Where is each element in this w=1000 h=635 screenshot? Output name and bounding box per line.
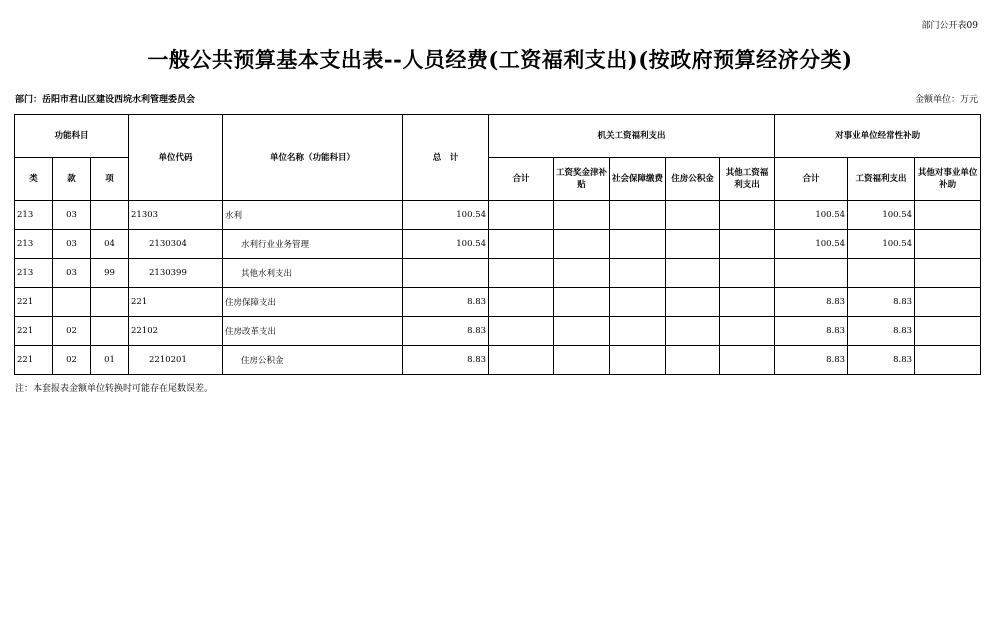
cell-kuan: 03 [53, 259, 91, 288]
cell-agency-social [610, 346, 666, 375]
cell-agency-bonus [554, 346, 610, 375]
cell-kuan [53, 288, 91, 317]
table-row [15, 201, 981, 230]
cell-agency-housing [666, 230, 720, 259]
cell-inst-other [915, 259, 981, 288]
cell-agency-social [610, 259, 666, 288]
cell-kuan: 03 [53, 230, 91, 259]
inst-wage-header: 工资福利支出 [848, 158, 915, 201]
cell-agency-housing [666, 317, 720, 346]
agency-group-header: 机关工资福利支出 [489, 115, 775, 158]
cell-agency-bonus [554, 230, 610, 259]
cell-agency-other [720, 201, 775, 230]
agency-bonus-header: 工资奖金津补贴 [554, 158, 610, 201]
cell-agency-other [720, 230, 775, 259]
cell-name: 住房保障支出 [223, 288, 403, 317]
table-row [15, 346, 981, 375]
kuan-header: 款 [53, 158, 91, 201]
page-title: 一般公共预算基本支出表--人员经费(工资福利支出)(按政府预算经济分类) [147, 47, 853, 72]
cell-agency-social [610, 230, 666, 259]
cell-total: 8.83 [403, 288, 489, 317]
cell-lei: 221 [15, 288, 53, 317]
table-row [15, 288, 981, 317]
cell-agency-bonus [554, 317, 610, 346]
amount-unit-label: 金额单位：万元 [914, 95, 978, 105]
func-subject-header: 功能科目 [15, 115, 129, 158]
cell-agency-other [720, 346, 775, 375]
cell-agency-social [610, 317, 666, 346]
cell-inst-other [915, 317, 981, 346]
unit-code-header: 单位代码 [129, 115, 223, 201]
cell-inst-wage: 100.54 [848, 201, 915, 230]
xiang-header: 项 [91, 158, 129, 201]
cell-code: 221 [129, 288, 223, 317]
cell-inst-other [915, 346, 981, 375]
cell-name: 住房公积金 [223, 346, 403, 375]
form-number: 部门公开表09 [921, 21, 978, 31]
cell-agency-social [610, 288, 666, 317]
cell-inst-subtotal: 8.83 [775, 346, 848, 375]
cell-agency-social [610, 201, 666, 230]
cell-agency-housing [666, 259, 720, 288]
cell-inst-subtotal [775, 259, 848, 288]
agency-subtotal-header: 合计 [489, 158, 554, 201]
cell-name: 水利行业业务管理 [223, 230, 403, 259]
cell-total: 8.83 [403, 317, 489, 346]
cell-inst-wage: 8.83 [848, 346, 915, 375]
cell-xiang: 01 [91, 346, 129, 375]
inst-other-header: 其他对事业单位补助 [915, 158, 981, 201]
cell-total: 100.54 [403, 230, 489, 259]
cell-agency-subtotal [489, 317, 554, 346]
cell-agency-housing [666, 201, 720, 230]
lei-header: 类 [15, 158, 53, 201]
cell-inst-subtotal: 100.54 [775, 201, 848, 230]
agency-social-header: 社会保障缴费 [610, 158, 666, 201]
cell-lei: 221 [15, 346, 53, 375]
cell-kuan: 02 [53, 317, 91, 346]
cell-inst-subtotal: 8.83 [775, 288, 848, 317]
cell-total: 8.83 [403, 346, 489, 375]
cell-agency-subtotal [489, 230, 554, 259]
cell-lei: 213 [15, 259, 53, 288]
cell-inst-wage: 8.83 [848, 288, 915, 317]
cell-agency-subtotal [489, 201, 554, 230]
cell-inst-wage [848, 259, 915, 288]
cell-xiang [91, 288, 129, 317]
cell-xiang [91, 201, 129, 230]
cell-kuan: 02 [53, 346, 91, 375]
cell-lei: 213 [15, 201, 53, 230]
cell-agency-housing [666, 288, 720, 317]
cell-xiang [91, 317, 129, 346]
cell-kuan: 03 [53, 201, 91, 230]
cell-code: 2130399 [129, 259, 223, 288]
cell-name: 住房改革支出 [223, 317, 403, 346]
cell-agency-bonus [554, 259, 610, 288]
cell-inst-wage: 100.54 [848, 230, 915, 259]
agency-other-header: 其他工资福利支出 [720, 158, 775, 201]
cell-lei: 213 [15, 230, 53, 259]
cell-inst-other [915, 201, 981, 230]
agency-housing-header: 住房公积金 [666, 158, 720, 201]
cell-agency-housing [666, 346, 720, 375]
cell-code: 21303 [129, 201, 223, 230]
cell-agency-subtotal [489, 288, 554, 317]
cell-inst-subtotal: 100.54 [775, 230, 848, 259]
cell-name: 水利 [223, 201, 403, 230]
cell-xiang: 99 [91, 259, 129, 288]
cell-total [403, 259, 489, 288]
cell-name: 其他水利支出 [223, 259, 403, 288]
cell-inst-wage: 8.83 [848, 317, 915, 346]
institution-group-header: 对事业单位经常性补助 [775, 115, 981, 158]
expenditure-table [14, 114, 981, 375]
cell-agency-bonus [554, 288, 610, 317]
cell-agency-other [720, 317, 775, 346]
cell-agency-other [720, 288, 775, 317]
cell-xiang: 04 [91, 230, 129, 259]
total-header: 总 计 [403, 115, 489, 201]
table-row [15, 259, 981, 288]
cell-agency-subtotal [489, 346, 554, 375]
department-label: 部门：岳阳市君山区建设西垸水利管理委员会 [15, 95, 196, 105]
cell-inst-other [915, 288, 981, 317]
cell-lei: 221 [15, 317, 53, 346]
table-row [15, 230, 981, 259]
unit-name-header: 单位名称（功能科目） [223, 115, 403, 201]
cell-inst-subtotal: 8.83 [775, 317, 848, 346]
table-row [15, 317, 981, 346]
cell-inst-other [915, 230, 981, 259]
cell-agency-subtotal [489, 259, 554, 288]
cell-agency-bonus [554, 201, 610, 230]
cell-code: 2130304 [129, 230, 223, 259]
cell-code: 22102 [129, 317, 223, 346]
inst-subtotal-header: 合计 [775, 158, 848, 201]
cell-agency-other [720, 259, 775, 288]
cell-code: 2210201 [129, 346, 223, 375]
cell-total: 100.54 [403, 201, 489, 230]
footnote: 注：本套报表金额单位转换时可能存在尾数误差。 [15, 384, 214, 394]
